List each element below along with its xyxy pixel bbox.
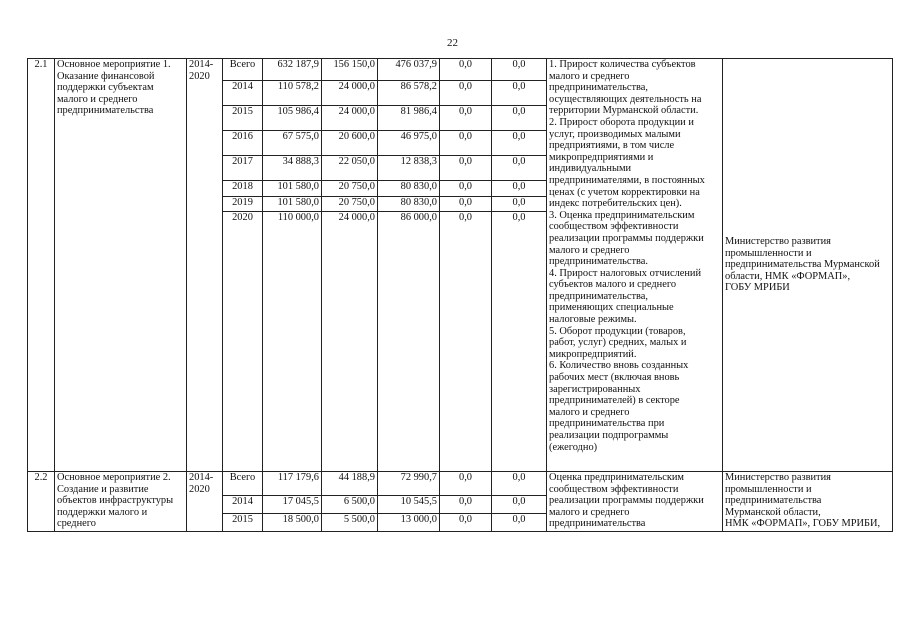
funding-cell: 0,0	[492, 131, 547, 156]
funding-cell: 44 188,9	[322, 472, 378, 496]
page-number: 22	[447, 37, 458, 49]
funding-cell: 86 000,0	[378, 212, 440, 472]
funding-cell: 0,0	[440, 472, 492, 496]
funding-cell: 0,0	[440, 156, 492, 181]
year-cell: 2014	[223, 496, 263, 514]
year-cell: 2015	[223, 106, 263, 131]
year-cell: 2015	[223, 514, 263, 532]
funding-cell: 81 986,4	[378, 106, 440, 131]
funding-cell: 0,0	[492, 181, 547, 197]
funding-cell: 0,0	[492, 197, 547, 212]
funding-cell: 86 578,2	[378, 81, 440, 106]
funding-cell: 0,0	[492, 472, 547, 496]
total-cell: 110 578,2	[263, 81, 322, 106]
funding-cell: 24 000,0	[322, 81, 378, 106]
funding-cell: 0,0	[492, 212, 547, 472]
table-row	[28, 59, 893, 81]
year-cell: Всего	[223, 472, 263, 496]
total-cell: 117 179,6	[263, 472, 322, 496]
funding-cell: 0,0	[440, 496, 492, 514]
executor-cell: Министерство развития промышленности и предпринимательства Мурманской области, НМК «ФОРМАП», ГОБУ МРИБИ	[723, 59, 893, 472]
event-name: Основное мероприятие 1. Оказание финансовой поддержки субъектам малого и среднего предпринимательства	[55, 59, 187, 472]
year-cell: 2014	[223, 81, 263, 106]
funding-cell: 72 990,7	[378, 472, 440, 496]
funding-cell: 0,0	[492, 59, 547, 81]
funding-cell: 0,0	[492, 156, 547, 181]
table-row	[28, 472, 893, 496]
row-number: 2.1	[28, 59, 55, 472]
year-cell: 2018	[223, 181, 263, 197]
funding-cell: 13 000,0	[378, 514, 440, 532]
period: 2014- 2020	[187, 59, 223, 472]
program-table	[27, 58, 893, 532]
funding-cell: 0,0	[440, 181, 492, 197]
year-cell: Всего	[223, 59, 263, 81]
funding-cell: 0,0	[440, 59, 492, 81]
executor-cell: Министерство развития промышленности и предпринимательства Мурманской области, НМК «ФОРМАП», ГОБУ МРИБИ,	[723, 472, 893, 532]
funding-cell: 20 750,0	[322, 197, 378, 212]
year-cell: 2020	[223, 212, 263, 472]
total-cell: 34 888,3	[263, 156, 322, 181]
indicators-cell: Оценка предпринимательским сообществом эффективности реализации программы поддержки малого и среднего предпринимательства	[547, 472, 723, 532]
funding-cell: 156 150,0	[322, 59, 378, 81]
year-cell: 2017	[223, 156, 263, 181]
indicators-cell: 1. Прирост количества субъектов малого и среднего предпринимательства, осуществляющих деятельность на территории Мурманской области. 2. Прирост оборота продукции и услуг, производимых малыми предприятиями, в том числе микропредприятиями и индивидуальными предпринимателями, в постоянных ценах (с учетом корректировки на индекс потребительских цен). 3. Оценка предпринимательским сообществом эффективности реализации программы поддержки малого и среднего предпринимательства. 4. Прирост налоговых отчислений субъектов малого и среднего предпринимательства, применяющих специальные налоговые режимы. 5. Оборот продукции (товаров, работ, услуг) средних, малых и микропредприятий. 6. Количество вновь созданных рабочих мест (включая вновь зарегистрированных предпринимателей) в секторе малого и среднего предпринимательства при реализации подпрограммы (ежегодно)	[547, 59, 723, 472]
funding-cell: 24 000,0	[322, 212, 378, 472]
year-cell: 2016	[223, 131, 263, 156]
funding-cell: 10 545,5	[378, 496, 440, 514]
funding-cell: 80 830,0	[378, 181, 440, 197]
funding-cell: 6 500,0	[322, 496, 378, 514]
total-cell: 17 045,5	[263, 496, 322, 514]
funding-cell: 0,0	[440, 197, 492, 212]
total-cell: 632 187,9	[263, 59, 322, 81]
funding-cell: 0,0	[492, 106, 547, 131]
total-cell: 110 000,0	[263, 212, 322, 472]
funding-cell: 0,0	[492, 81, 547, 106]
funding-cell: 0,0	[492, 496, 547, 514]
total-cell: 67 575,0	[263, 131, 322, 156]
row-number: 2.2	[28, 472, 55, 532]
total-cell: 105 986,4	[263, 106, 322, 131]
funding-cell: 0,0	[440, 106, 492, 131]
funding-cell: 0,0	[440, 212, 492, 472]
total-cell: 101 580,0	[263, 197, 322, 212]
funding-cell: 12 838,3	[378, 156, 440, 181]
funding-cell: 5 500,0	[322, 514, 378, 532]
funding-cell: 20 600,0	[322, 131, 378, 156]
funding-cell: 20 750,0	[322, 181, 378, 197]
funding-cell: 0,0	[440, 514, 492, 532]
funding-cell: 80 830,0	[378, 197, 440, 212]
period: 2014- 2020	[187, 472, 223, 532]
funding-cell: 22 050,0	[322, 156, 378, 181]
funding-cell: 24 000,0	[322, 106, 378, 131]
funding-cell: 46 975,0	[378, 131, 440, 156]
funding-cell: 0,0	[492, 514, 547, 532]
event-name: Основное мероприятие 2. Создание и развитие объектов инфраструктуры поддержки малого и среднего	[55, 472, 187, 532]
year-cell: 2019	[223, 197, 263, 212]
total-cell: 101 580,0	[263, 181, 322, 197]
funding-cell: 0,0	[440, 81, 492, 106]
funding-cell: 476 037,9	[378, 59, 440, 81]
funding-cell: 0,0	[440, 131, 492, 156]
total-cell: 18 500,0	[263, 514, 322, 532]
